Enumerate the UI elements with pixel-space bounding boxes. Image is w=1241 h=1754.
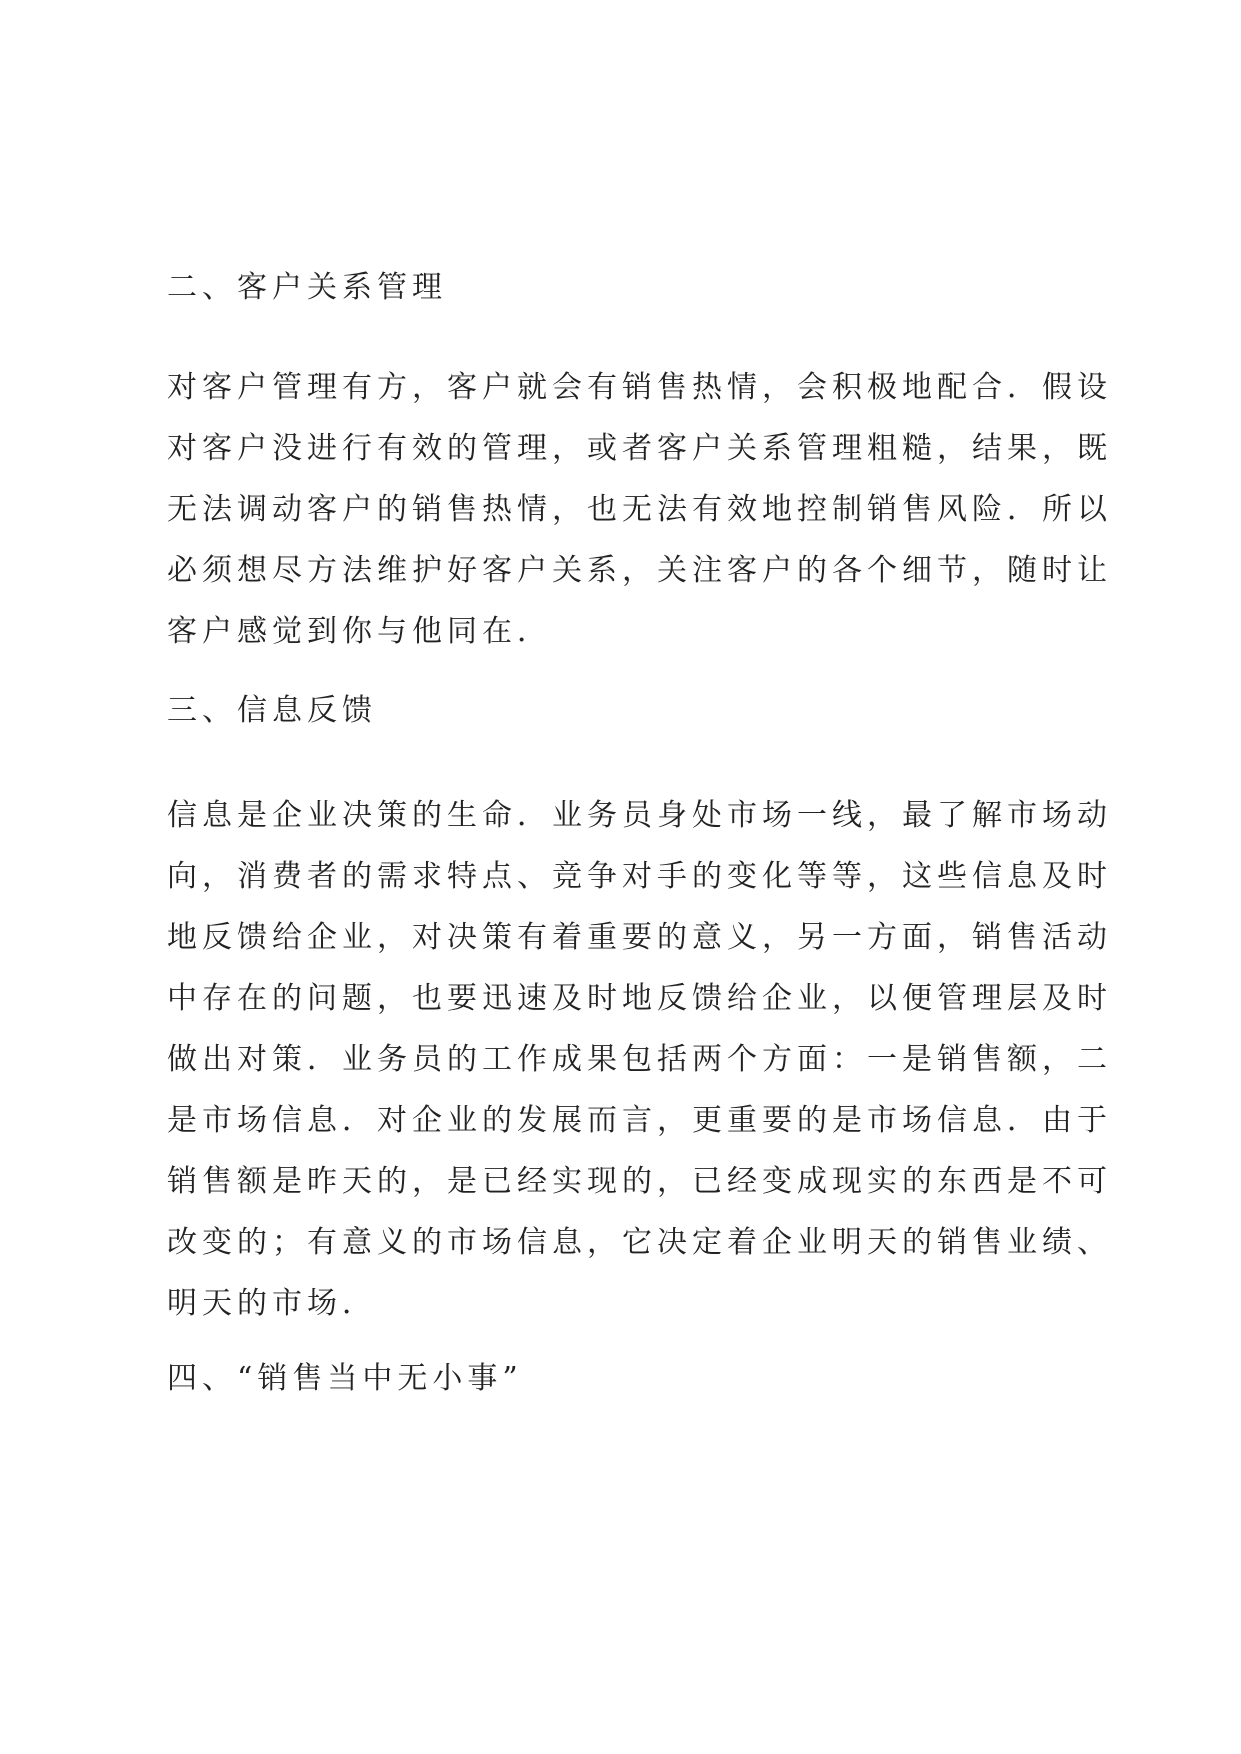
paragraph-line: 必须想尽方法维护好客户关系，关注客户的各个细节，随时让 <box>167 553 1112 588</box>
paragraph-line: 销售额是昨天的，是已经实现的，已经变成现实的东西是不可 <box>167 1164 1112 1199</box>
paragraph-line: 对客户管理有方，客户就会有销售热情，会积极地配合．假设 <box>167 370 1112 405</box>
paragraph-customer-relations <box>167 357 1112 662</box>
paragraph-line: 中存在的问题，也要迅速及时地反馈给企业，以便管理层及时 <box>167 981 1112 1016</box>
paragraph-line: 信息是企业决策的生命．业务员身处市场一线，最了解市场动 <box>167 798 1112 833</box>
section-heading-no-small-matters: 四、“销售当中无小事” <box>167 1361 523 1396</box>
paragraph-line: 明天的市场． <box>167 1286 377 1321</box>
paragraph-line: 地反馈给企业，对决策有着重要的意义，另一方面，销售活动 <box>167 920 1112 955</box>
section-heading-information-feedback: 三、信息反馈 <box>167 693 377 728</box>
section-heading-customer-relations: 二、客户关系管理 <box>167 270 447 305</box>
paragraph-line: 向，消费者的需求特点、竞争对手的变化等等，这些信息及时 <box>167 859 1112 894</box>
paragraph-line: 无法调动客户的销售热情，也无法有效地控制销售风险．所以 <box>167 492 1112 527</box>
paragraph-line: 做出对策．业务员的工作成果包括两个方面：一是销售额，二 <box>167 1042 1112 1077</box>
paragraph-information-feedback <box>167 785 1112 1334</box>
paragraph-line: 改变的；有意义的市场信息，它决定着企业明天的销售业绩、 <box>167 1225 1112 1260</box>
paragraph-line: 是市场信息．对企业的发展而言，更重要的是市场信息．由于 <box>167 1103 1112 1138</box>
paragraph-line: 客户感觉到你与他同在． <box>167 614 552 649</box>
paragraph-line: 对客户没进行有效的管理，或者客户关系管理粗糙，结果，既 <box>167 431 1112 466</box>
